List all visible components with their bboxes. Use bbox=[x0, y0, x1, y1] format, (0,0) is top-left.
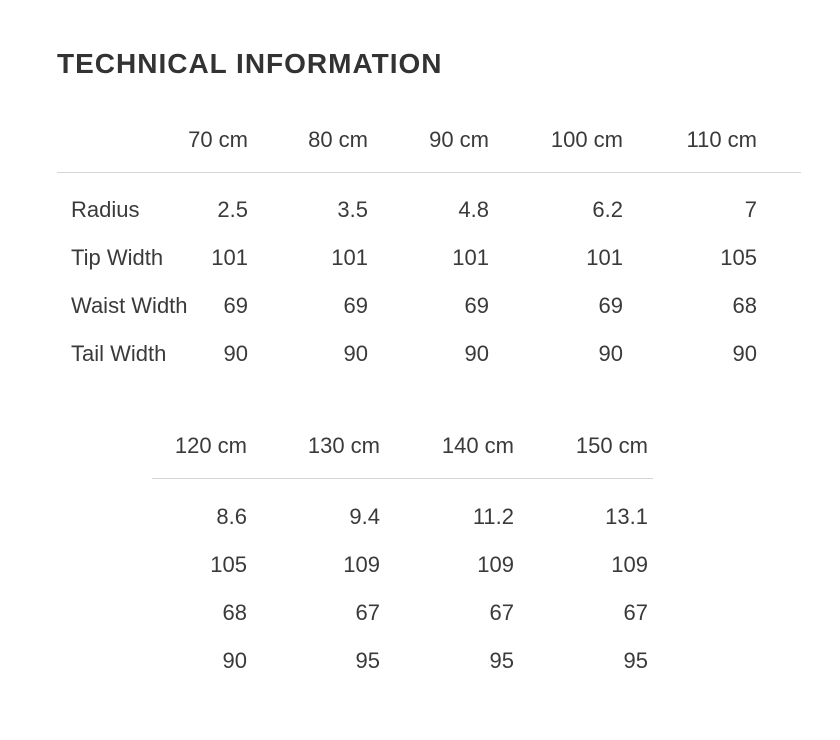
row-label: Tail Width bbox=[71, 341, 167, 366]
table-cell: 69 bbox=[343, 293, 368, 318]
table-cell: 90 bbox=[464, 341, 489, 366]
row-label: Waist Width bbox=[71, 293, 188, 318]
table-cell: 68 bbox=[732, 293, 757, 318]
table-cell: 109 bbox=[611, 552, 648, 577]
table-cell: 13.1 bbox=[605, 504, 648, 529]
table-cell: 90 bbox=[223, 341, 248, 366]
table-cell: 90 bbox=[732, 341, 757, 366]
row-label: Radius bbox=[71, 197, 140, 222]
column-header: 140 cm bbox=[441, 433, 514, 458]
column-header: 150 cm bbox=[575, 433, 648, 458]
table-cell: 7 bbox=[744, 197, 757, 222]
table-cell: 3.5 bbox=[337, 197, 368, 222]
table-cell: 67 bbox=[623, 600, 648, 625]
table-cell: 101 bbox=[452, 245, 489, 270]
column-header: 70 cm bbox=[188, 127, 248, 152]
table-cell: 6.2 bbox=[592, 197, 623, 222]
section-title: TECHNICAL INFORMATION bbox=[57, 48, 443, 79]
column-header: 110 cm bbox=[686, 127, 757, 152]
table-cell: 69 bbox=[598, 293, 623, 318]
table-cell: 67 bbox=[489, 600, 514, 625]
table-cell: 9.4 bbox=[349, 504, 380, 529]
table-cell: 69 bbox=[464, 293, 489, 318]
table-cell: 101 bbox=[586, 245, 623, 270]
table-cell: 8.6 bbox=[216, 504, 247, 529]
table-cell: 11.2 bbox=[472, 504, 514, 529]
column-header: 90 cm bbox=[429, 127, 489, 152]
column-header: 120 cm bbox=[174, 433, 247, 458]
table-cell: 109 bbox=[477, 552, 514, 577]
column-header: 80 cm bbox=[308, 127, 368, 152]
table-cell: 95 bbox=[355, 648, 380, 673]
table-cell: 95 bbox=[489, 648, 514, 673]
table-cell: 90 bbox=[598, 341, 623, 366]
table-cell: 101 bbox=[211, 245, 248, 270]
table-cell: 2.5 bbox=[217, 197, 248, 222]
table-cell: 90 bbox=[343, 341, 368, 366]
header-divider bbox=[57, 172, 801, 173]
row-label: Tip Width bbox=[71, 245, 164, 270]
table-cell: 4.8 bbox=[458, 197, 489, 222]
table-cell: 109 bbox=[343, 552, 380, 577]
column-header: 100 cm bbox=[550, 127, 623, 152]
table-cell: 68 bbox=[222, 600, 247, 625]
table-cell: 105 bbox=[210, 552, 247, 577]
table-cell: 67 bbox=[355, 600, 380, 625]
column-header: 130 cm bbox=[307, 433, 380, 458]
table-cell: 69 bbox=[223, 293, 248, 318]
header-divider bbox=[152, 478, 653, 479]
table-cell: 95 bbox=[623, 648, 648, 673]
table-cell: 90 bbox=[222, 648, 247, 673]
table-cell: 105 bbox=[720, 245, 757, 270]
table-cell: 101 bbox=[331, 245, 368, 270]
